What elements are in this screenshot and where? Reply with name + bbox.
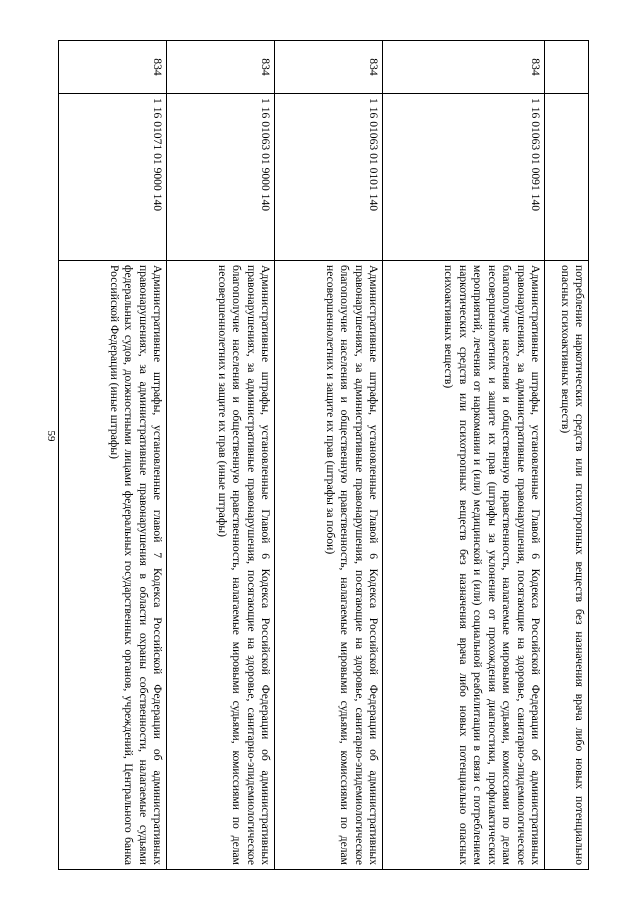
description-cell: Административные штрафы, установленные Главой 6 Кодекса Российской Федерации об административных правонарушениях, за административные правонарушения, посягающие на здоровье, санитарно-эпидемиологическое благополучие населения и общественную нравственность, налагаемые мировыми судьями, комиссиями по делам несовершеннолетних и защите их прав (иные штрафы) — [167, 261, 275, 870]
budget-codes-table — [58, 40, 589, 870]
page-number: 59 — [45, 430, 57, 442]
table-row — [59, 41, 167, 870]
table-row — [383, 41, 545, 870]
description-cell: Административные штрафы, установленные Главой 6 Кодекса Российской Федерации об административных правонарушениях, за административные правонарушения, посягающие на здоровье, санитарно-эпидемиологическое благополучие населения и общественную нравственность, налагаемые мировыми судьями, комиссиями по делам несовершеннолетних и защите их прав (штрафы за уклонение от прохождения диагностики, профилактических мероприятий, лечения от наркомании и (или) медицинской и (или) социальной реабилитации в связи с потреблением наркотических средств или психотропных веществ без назначения врача либо новых потенциально опасных психоактивных веществ) — [383, 261, 545, 870]
admin-code-cell: 834 — [275, 41, 383, 94]
admin-code-cell: 834 — [167, 41, 275, 94]
budget-code-cell: 1 16 01063 01 0091 140 — [383, 94, 545, 261]
table-landscape — [59, 40, 589, 870]
table-row — [545, 41, 589, 870]
description-cell: потребление наркотических средств или психотропных веществ без назначения врача либо новых потенциально опасных психоактивных веществ) — [545, 261, 589, 870]
budget-code-cell: 1 16 01063 01 9000 140 — [167, 94, 275, 261]
budget-code-cell: 1 16 01071 01 9000 140 — [59, 94, 167, 261]
admin-code-cell — [545, 41, 589, 94]
rotated-table-container — [59, 40, 589, 870]
budget-code-cell — [545, 94, 589, 261]
budget-code-cell: 1 16 01063 01 0101 140 — [275, 94, 383, 261]
admin-code-cell: 834 — [59, 41, 167, 94]
table-row — [275, 41, 383, 870]
admin-code-cell: 834 — [383, 41, 545, 94]
description-cell: Административные штрафы, установленные Главой 6 Кодекса Российской Федерации об административных правонарушениях, за административные правонарушения, посягающие на здоровье, санитарно-эпидемиологическое благополучие населения и общественную нравственность, налагаемые мировыми судьями, комиссиями по делам несовершеннолетних и защите их прав (штрафы за побои) — [275, 261, 383, 870]
table-row — [167, 41, 275, 870]
description-cell: Административные штрафы, установленные главой 7 Кодекса Российской Федерации об административных правонарушениях, за административные правонарушения в области охраны собственности, налагаемые судьями федеральных судов, должностными лицами федеральных государственных органов, учреждений, Центрального банка Российской Федерации (иные штрафы) — [59, 261, 167, 870]
